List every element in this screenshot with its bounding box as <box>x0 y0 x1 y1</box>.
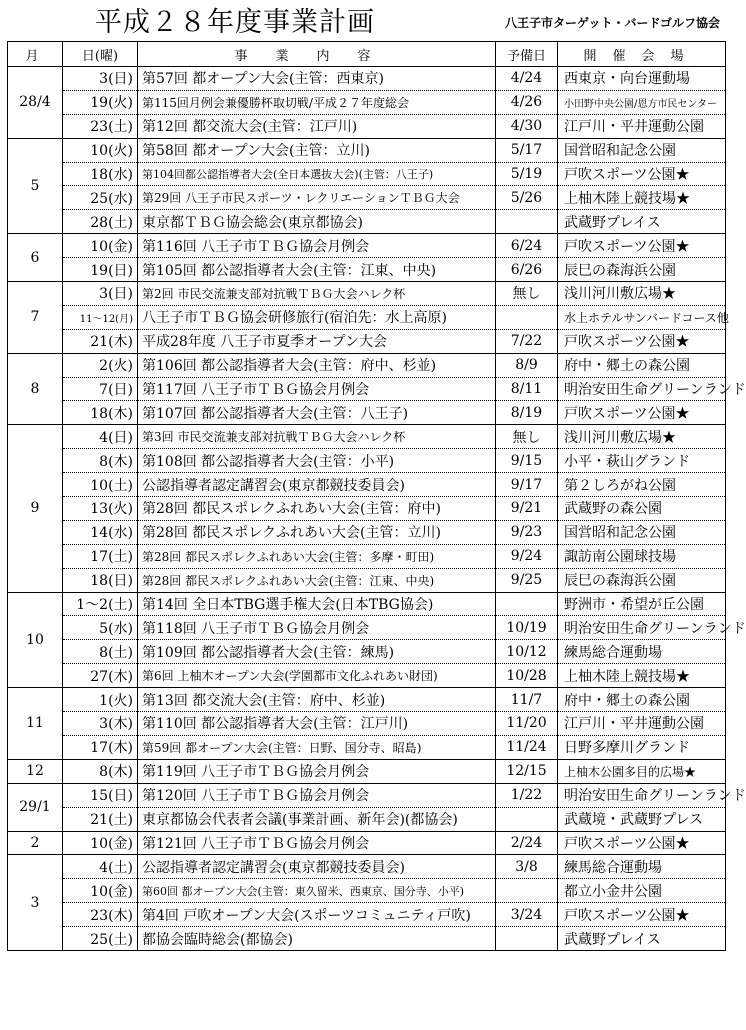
day-cell: 4(日) <box>63 425 138 449</box>
day-cell: 25(土) <box>63 927 138 951</box>
venue-cell: 辰巳の森海浜公園 <box>558 568 726 592</box>
schedule-row <box>8 67 726 91</box>
event-cell: 東京都協会代表者会議(事業計画、新年会)(都協会) <box>138 807 496 831</box>
reserve-date-cell <box>496 592 558 616</box>
schedule-row <box>8 520 726 544</box>
event-cell: 第110回 都公認指導者大会(主管：江戸川) <box>138 712 496 736</box>
day-cell: 10(金) <box>63 879 138 903</box>
schedule-row <box>8 329 726 353</box>
reserve-date-cell: 1/22 <box>496 783 558 807</box>
venue-cell: 武蔵野プレイス <box>558 210 726 234</box>
day-cell: 2(火) <box>63 353 138 377</box>
event-cell: 第28回 都民スポレクふれあい大会(主管：立川) <box>138 520 496 544</box>
venue-cell: 府中・郷土の森公園 <box>558 353 726 377</box>
day-cell: 13(火) <box>63 497 138 521</box>
day-cell: 28(土) <box>63 210 138 234</box>
event-cell: 第28回 都民スポレクふれあい大会(主管：多摩・町田) <box>138 544 496 568</box>
organization-name: 八王子市ターゲット・バードゴルフ協会 <box>505 16 721 30</box>
event-cell: 第3回 市民交流兼支部対抗戦ＴＢＧ大会ハレク杯 <box>138 425 496 449</box>
reserve-date-cell: 2/24 <box>496 831 558 855</box>
event-cell: 第115回月例会兼優勝杯取切戦/平成２７年度総会 <box>138 90 496 114</box>
month-cell: 8 <box>8 353 63 425</box>
reserve-date-cell: 10/28 <box>496 664 558 688</box>
venue-cell: 武蔵野の森公園 <box>558 497 726 521</box>
venue-cell: 府中・郷土の森公園 <box>558 688 726 712</box>
schedule-row <box>8 759 726 783</box>
venue-cell: 水上ホテルサンバードコース他 <box>558 305 726 329</box>
event-cell: 第58回 都オープン大会(主管：立川) <box>138 138 496 162</box>
day-cell: 18(木) <box>63 401 138 425</box>
event-cell: 第4回 戸吹オープン大会(スポーツコミュニティ戸吹) <box>138 903 496 927</box>
schedule-row <box>8 305 726 329</box>
schedule-row <box>8 473 726 497</box>
event-cell: 第105回 都公認指導者大会(主管：江東、中央) <box>138 258 496 282</box>
month-cell: 11 <box>8 688 63 760</box>
month-cell: 9 <box>8 425 63 592</box>
reserve-date-cell: 5/26 <box>496 186 558 210</box>
reserve-date-cell: 9/25 <box>496 568 558 592</box>
venue-cell: 戸吹スポーツ公園★ <box>558 903 726 927</box>
day-cell: 3(日) <box>63 282 138 306</box>
schedule-row <box>8 353 726 377</box>
header-day: 日(曜) <box>63 42 138 67</box>
day-cell: 25(水) <box>63 186 138 210</box>
month-cell: 7 <box>8 282 63 354</box>
day-cell: 19(日) <box>63 258 138 282</box>
schedule-row <box>8 616 726 640</box>
reserve-date-cell: 4/24 <box>496 67 558 91</box>
event-cell: 第109回 都公認指導者大会(主管：練馬) <box>138 640 496 664</box>
event-cell: 東京都ＴＢＧ協会総会(東京都協会) <box>138 210 496 234</box>
header-venue: 開催会場 <box>558 42 726 67</box>
reserve-date-cell: 8/19 <box>496 401 558 425</box>
event-cell: 第117回 八王子市ＴＢＧ協会月例会 <box>138 377 496 401</box>
venue-cell: 小田野中央公園/恩方市民センター <box>558 90 726 114</box>
reserve-date-cell <box>496 807 558 831</box>
day-cell: 8(土) <box>63 640 138 664</box>
reserve-date-cell: 9/15 <box>496 449 558 473</box>
event-cell: 第14回 全日本TBG選手権大会(日本TBG協会) <box>138 592 496 616</box>
venue-cell: 浅川河川敷広場★ <box>558 282 726 306</box>
day-cell: 10(金) <box>63 831 138 855</box>
schedule-row <box>8 592 726 616</box>
venue-cell: 明治安田生命グリーンランド <box>558 377 726 401</box>
day-cell: 18(水) <box>63 162 138 186</box>
schedule-row <box>8 258 726 282</box>
event-cell: 第120回 八王子市ＴＢＧ協会月例会 <box>138 783 496 807</box>
event-cell: 第108回 都公認指導者大会(主管：小平) <box>138 449 496 473</box>
reserve-date-cell <box>496 879 558 903</box>
reserve-date-cell: 8/11 <box>496 377 558 401</box>
venue-cell: 上柚木公園多目的広場★ <box>558 759 726 783</box>
header-month: 月 <box>8 42 63 67</box>
schedule-row <box>8 783 726 807</box>
day-cell: 8(木) <box>63 449 138 473</box>
schedule-row <box>8 449 726 473</box>
day-cell: 23(木) <box>63 903 138 927</box>
venue-cell: 戸吹スポーツ公園★ <box>558 234 726 258</box>
header-row <box>8 42 726 67</box>
day-cell: 3(日) <box>63 67 138 91</box>
reserve-date-cell: 3/8 <box>496 855 558 879</box>
day-cell: 4(土) <box>63 855 138 879</box>
event-cell: 第6回 上柚木オープン大会(学園都市文化ふれあい財団) <box>138 664 496 688</box>
reserve-date-cell: 無し <box>496 282 558 306</box>
venue-cell: 江戸川・平井運動公園 <box>558 712 726 736</box>
reserve-date-cell: 10/19 <box>496 616 558 640</box>
header-event: 事業内容 <box>138 42 496 67</box>
day-cell: 17(木) <box>63 735 138 759</box>
venue-cell: 日野多摩川グランド <box>558 735 726 759</box>
event-cell: 第28回 都民スポレクふれあい大会(主管：江東、中央) <box>138 568 496 592</box>
event-cell: 第104回都公認指導者大会(全日本選抜大会)(主管：八王子) <box>138 162 496 186</box>
venue-cell: 野洲市・希望が丘公園 <box>558 592 726 616</box>
event-cell: 第118回 八王子市ＴＢＧ協会月例会 <box>138 616 496 640</box>
schedule-row <box>8 688 726 712</box>
reserve-date-cell: 5/17 <box>496 138 558 162</box>
day-cell: 11～12(月) <box>63 305 138 329</box>
page-title: 平成２８年度事業計画 <box>95 7 375 38</box>
reserve-date-cell: 8/9 <box>496 353 558 377</box>
schedule-row <box>8 425 726 449</box>
venue-cell: 江戸川・平井運動公園 <box>558 114 726 138</box>
reserve-date-cell: 5/19 <box>496 162 558 186</box>
schedule-row <box>8 162 726 186</box>
reserve-date-cell <box>496 927 558 951</box>
venue-cell: 明治安田生命グリーンランド <box>558 616 726 640</box>
day-cell: 7(日) <box>63 377 138 401</box>
venue-cell: 戸吹スポーツ公園★ <box>558 162 726 186</box>
event-cell: 都協会臨時総会(都協会) <box>138 927 496 951</box>
venue-cell: 国営昭和記念公園 <box>558 138 726 162</box>
venue-cell: 国営昭和記念公園 <box>558 520 726 544</box>
month-cell: 2 <box>8 831 63 855</box>
event-cell: 第57回 都オープン大会(主管：西東京) <box>138 67 496 91</box>
reserve-date-cell: 12/15 <box>496 759 558 783</box>
month-cell: 3 <box>8 855 63 951</box>
schedule-row <box>8 186 726 210</box>
venue-cell: 浅川河川敷広場★ <box>558 425 726 449</box>
schedule-row <box>8 210 726 234</box>
day-cell: 10(土) <box>63 473 138 497</box>
schedule-row <box>8 640 726 664</box>
schedule-row <box>8 712 726 736</box>
day-cell: 15(日) <box>63 783 138 807</box>
venue-cell: 上柚木陸上競技場★ <box>558 664 726 688</box>
schedule-row <box>8 831 726 855</box>
schedule-body <box>8 67 746 951</box>
venue-cell: 戸吹スポーツ公園★ <box>558 329 726 353</box>
venue-cell: 武蔵境・武蔵野プレス <box>558 807 726 831</box>
schedule-row <box>8 807 726 831</box>
schedule-row <box>8 90 726 114</box>
reserve-date-cell: 6/26 <box>496 258 558 282</box>
event-cell: 第60回 都オープン大会(主管：東久留米、西東京、国分寺、小平) <box>138 879 496 903</box>
event-cell: 第106回 都公認指導者大会(主管：府中、杉並) <box>138 353 496 377</box>
schedule-row <box>8 903 726 927</box>
venue-cell: 戸吹スポーツ公園★ <box>558 401 726 425</box>
event-cell: 公認指導者認定講習会(東京都競技委員会) <box>138 473 496 497</box>
schedule-row <box>8 282 726 306</box>
day-cell: 21(土) <box>63 807 138 831</box>
schedule-table <box>7 41 746 951</box>
event-cell: 第119回 八王子市ＴＢＧ協会月例会 <box>138 759 496 783</box>
venue-cell: 諏訪南公園球技場 <box>558 544 726 568</box>
reserve-date-cell: 11/24 <box>496 735 558 759</box>
schedule-row <box>8 664 726 688</box>
venue-cell: 小平・萩山グランド <box>558 449 726 473</box>
schedule-row <box>8 401 726 425</box>
day-cell: 14(水) <box>63 520 138 544</box>
venue-cell: 辰巳の森海浜公園 <box>558 258 726 282</box>
venue-cell: 明治安田生命グリーンランド <box>558 783 726 807</box>
reserve-date-cell: 9/23 <box>496 520 558 544</box>
month-cell: 12 <box>8 759 63 783</box>
schedule-row <box>8 497 726 521</box>
venue-cell: 第２しろがね公園 <box>558 473 726 497</box>
day-cell: 18(日) <box>63 568 138 592</box>
schedule-row <box>8 544 726 568</box>
event-cell: 第107回 都公認指導者大会(主管：八王子) <box>138 401 496 425</box>
day-cell: 8(木) <box>63 759 138 783</box>
reserve-date-cell: 9/24 <box>496 544 558 568</box>
venue-cell: 武蔵野プレイス <box>558 927 726 951</box>
month-cell: 29/1 <box>8 783 63 831</box>
reserve-date-cell: 11/7 <box>496 688 558 712</box>
reserve-date-cell: 無し <box>496 425 558 449</box>
schedule-row <box>8 927 726 951</box>
day-cell: 1～2(土) <box>63 592 138 616</box>
day-cell: 23(土) <box>63 114 138 138</box>
month-cell: 5 <box>8 138 63 234</box>
venue-cell: 練馬総合運動場 <box>558 855 726 879</box>
reserve-date-cell <box>496 210 558 234</box>
day-cell: 3(木) <box>63 712 138 736</box>
day-cell: 21(木) <box>63 329 138 353</box>
month-cell: 6 <box>8 234 63 282</box>
reserve-date-cell: 9/17 <box>496 473 558 497</box>
schedule-row <box>8 568 726 592</box>
day-cell: 19(火) <box>63 90 138 114</box>
event-cell: 平成28年度 八王子市夏季オープン大会 <box>138 329 496 353</box>
event-cell: 第2回 市民交流兼支部対抗戦ＴＢＧ大会ハレク杯 <box>138 282 496 306</box>
event-cell: 第29回 八王子市民スポーツ・レクリエーションＴＢＧ大会 <box>138 186 496 210</box>
reserve-date-cell <box>496 305 558 329</box>
reserve-date-cell: 11/20 <box>496 712 558 736</box>
month-cell: 28/4 <box>8 67 63 139</box>
schedule-row <box>8 114 726 138</box>
month-cell: 10 <box>8 592 63 688</box>
event-cell: 第116回 八王子市ＴＢＧ協会月例会 <box>138 234 496 258</box>
day-cell: 17(土) <box>63 544 138 568</box>
day-cell: 5(水) <box>63 616 138 640</box>
venue-cell: 西東京・向台運動場 <box>558 67 726 91</box>
reserve-date-cell: 10/12 <box>496 640 558 664</box>
day-cell: 1(火) <box>63 688 138 712</box>
schedule-row <box>8 138 726 162</box>
day-cell: 10(火) <box>63 138 138 162</box>
event-cell: 第28回 都民スポレクふれあい大会(主管：府中) <box>138 497 496 521</box>
day-cell: 10(金) <box>63 234 138 258</box>
schedule-row <box>8 879 726 903</box>
venue-cell: 戸吹スポーツ公園★ <box>558 831 726 855</box>
day-cell: 27(木) <box>63 664 138 688</box>
reserve-date-cell: 7/22 <box>496 329 558 353</box>
reserve-date-cell: 3/24 <box>496 903 558 927</box>
schedule-row <box>8 855 726 879</box>
reserve-date-cell: 4/26 <box>496 90 558 114</box>
event-cell: 第12回 都交流大会(主管：江戸川) <box>138 114 496 138</box>
event-cell: 八王子市ＴＢＧ協会研修旅行(宿泊先：水上高原) <box>138 305 496 329</box>
reserve-date-cell: 9/21 <box>496 497 558 521</box>
event-cell: 公認指導者認定講習会(東京都競技委員会) <box>138 855 496 879</box>
header-reserve: 予備日 <box>496 42 558 67</box>
venue-cell: 上柚木陸上競技場★ <box>558 186 726 210</box>
reserve-date-cell: 6/24 <box>496 234 558 258</box>
venue-cell: 都立小金井公園 <box>558 879 726 903</box>
venue-cell: 練馬総合運動場 <box>558 640 726 664</box>
schedule-row <box>8 234 726 258</box>
event-cell: 第121回 八王子市ＴＢＧ協会月例会 <box>138 831 496 855</box>
event-cell: 第13回 都交流大会(主管：府中、杉並) <box>138 688 496 712</box>
event-cell: 第59回 都オープン大会(主管：日野、国分寺、昭島) <box>138 735 496 759</box>
schedule-row <box>8 377 726 401</box>
reserve-date-cell: 4/30 <box>496 114 558 138</box>
schedule-row <box>8 735 726 759</box>
